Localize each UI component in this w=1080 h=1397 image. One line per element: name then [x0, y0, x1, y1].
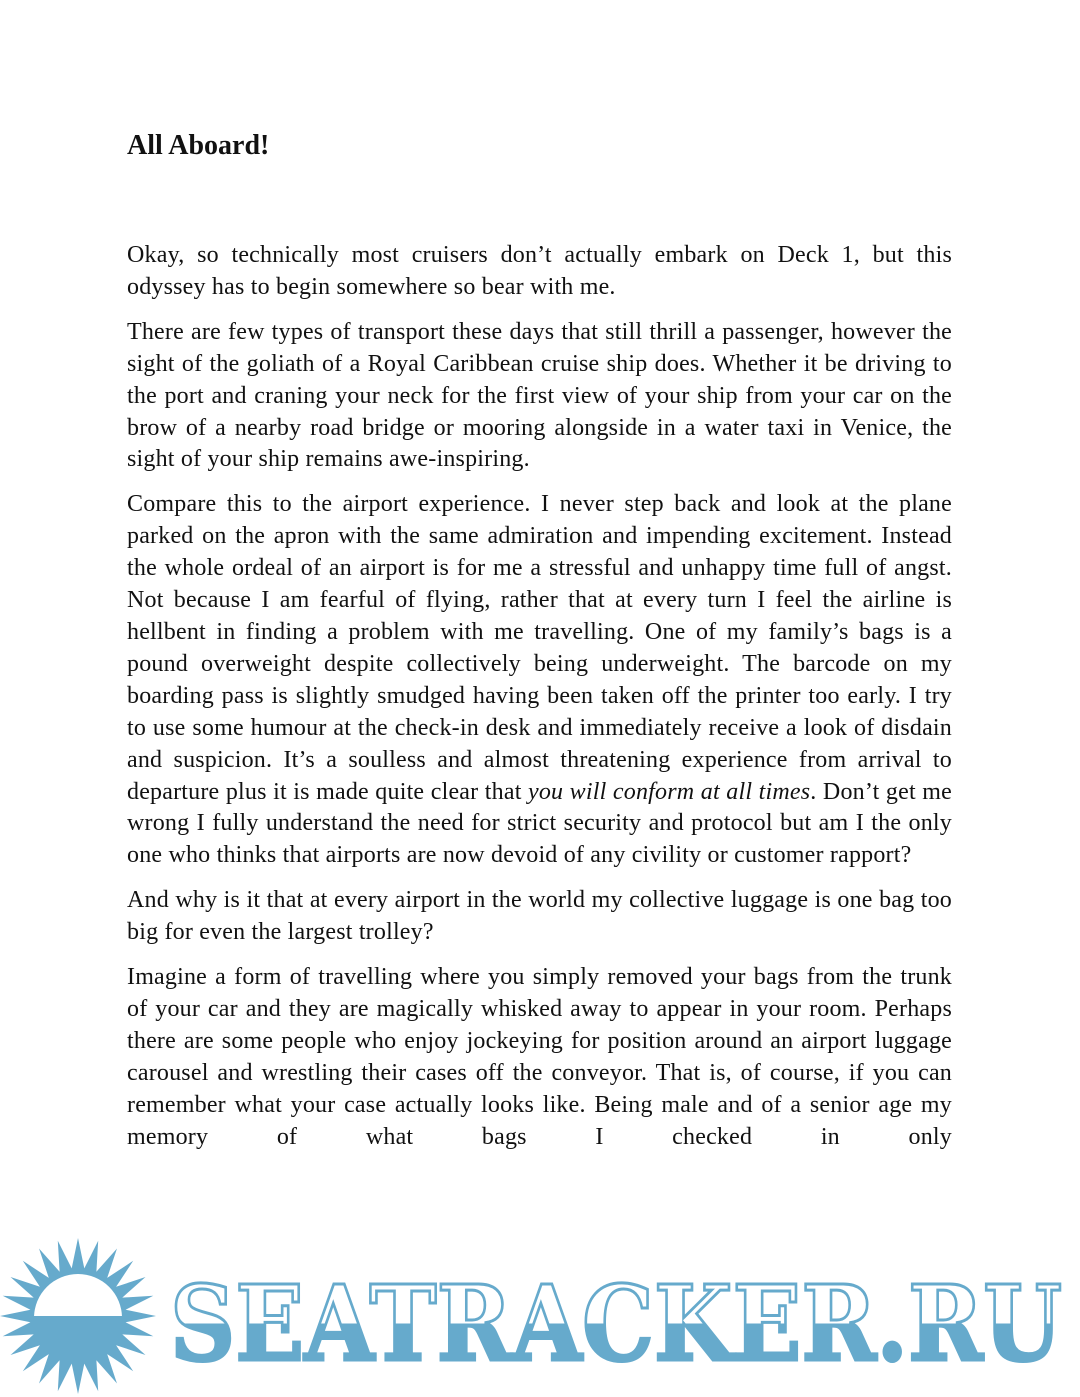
paragraph: [127, 489, 952, 872]
paragraph: There are few types of transport these days that still thrill a passenger, however the sight of the goliath of a Royal Caribbean cruise ship does. Whether it be driving to the port and craning your neck for the first view of your ship from your car on the brow of a nearby road bridge or mooring alongside in a water taxi in Venice, the sight of your ship remains awe-inspiring.: [127, 318, 952, 473]
paragraph-text: Compare this to the airport experience. I never step back and look at the plane parked on the apron with the same admiration and impending excitement. Instead the whole ordeal of an airport is for me a stressful and unhappy time full of angst. Not because I am fearful of flying, rather that at every turn I feel the airline is hellbent in finding a problem with me travelling. One of my family’s bags is a pound overweight despite collectively being underweight. The barcode on my boarding pass is slightly smudged having been taken off the printer too early. I try to use some humour at the check-in desk and immediately receive a look of disdain and suspicion. It’s a soulless and almost threatening experience from arrival to departure plus it is made quite clear that: [127, 491, 952, 805]
emphasis-text: you will conform at all times: [528, 778, 811, 805]
paragraph: Imagine a form of travelling where you simply removed your bags from the trunk of your car and they are magically whisked away to appear in your room. Perhaps there are some people who enjoy jockeying for position around an airport luggage carousel and wrestling their cases off the conveyor. That is, of course, if you can remember what your case actually looks like. Being male and of a senior age my memory of what bags I checked in only: [127, 964, 952, 1150]
paragraph-text: . Don’t get me wrong I fully understand the need for strict security and protocol but am I the only one who thinks that airports are now devoid of any civility or customer rapport?: [127, 778, 952, 869]
chapter-title: All Aboard!: [127, 130, 270, 161]
body-text: [127, 240, 952, 1248]
paragraph: Okay, so technically most cruisers don’t actually embark on Deck 1, but this odyssey has to begin somewhere so bear with me.: [127, 242, 952, 300]
watermark-logo: [0, 1238, 1080, 1397]
watermark-text: SEATRACKER.RU: [170, 1262, 1062, 1385]
sun-icon: [0, 1238, 156, 1394]
paragraph: And why is it that at every airport in the world my collective luggage is one bag too big for even the largest trolley?: [127, 887, 952, 946]
